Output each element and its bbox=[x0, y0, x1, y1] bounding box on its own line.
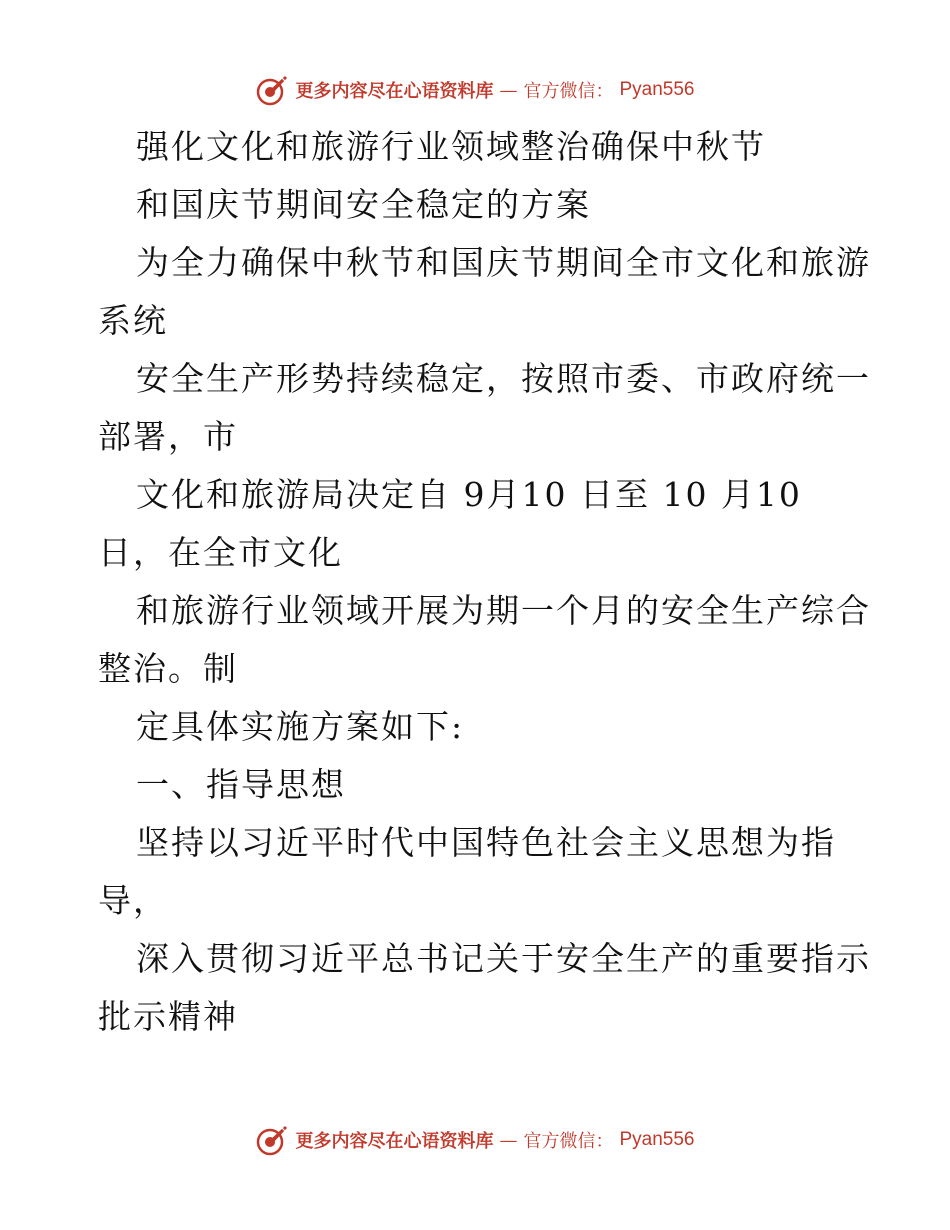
doc-line: 整治。制 bbox=[98, 649, 238, 688]
doc-line: 导， bbox=[98, 881, 168, 920]
banner-title: 更多内容尽在心语资料库 bbox=[295, 81, 494, 102]
banner-dash: — bbox=[499, 79, 518, 101]
banner-wechat-label: 官方微信： bbox=[523, 1131, 614, 1152]
banner-title: 更多内容尽在心语资料库 bbox=[295, 1131, 494, 1152]
pen-logo-icon bbox=[255, 73, 289, 107]
banner-dash: — bbox=[499, 1129, 518, 1151]
doc-line: 文化和旅游局决定自 9月10 日至 10 月10 bbox=[136, 475, 802, 514]
banner-wechat-id: Pyan556 bbox=[619, 79, 695, 100]
doc-line: 坚持以习近平时代中国特色社会主义思想为指 bbox=[136, 823, 836, 862]
doc-line: 为全力确保中秋节和国庆节期间全市文化和旅游 bbox=[136, 243, 871, 282]
doc-line: 定具体实施方案如下: bbox=[136, 707, 465, 746]
header-banner bbox=[0, 70, 950, 110]
pen-logo-icon bbox=[255, 1123, 289, 1157]
doc-line: 批示精神 bbox=[98, 997, 238, 1036]
doc-line: 和旅游行业领域开展为期一个月的安全生产综合 bbox=[136, 591, 871, 630]
doc-line: 深入贯彻习近平总书记关于安全生产的重要指示 bbox=[136, 939, 871, 978]
section-heading: 一、指导思想 bbox=[136, 765, 346, 804]
footer-banner bbox=[0, 1120, 950, 1160]
banner-wechat-label: 官方微信： bbox=[523, 81, 614, 102]
doc-title-line-1: 强化文化和旅游行业领域整治确保中秋节 bbox=[136, 127, 766, 166]
doc-line: 系统 bbox=[98, 301, 168, 340]
document-body bbox=[98, 118, 871, 1046]
doc-line: 部署，市 bbox=[98, 417, 238, 456]
doc-line: 安全生产形势持续稳定，按照市委、市政府统一 bbox=[136, 359, 871, 398]
banner-wechat-id: Pyan556 bbox=[619, 1129, 695, 1150]
doc-line: 日，在全市文化 bbox=[98, 533, 343, 572]
doc-title-line-2: 和国庆节期间安全稳定的方案 bbox=[136, 185, 591, 224]
